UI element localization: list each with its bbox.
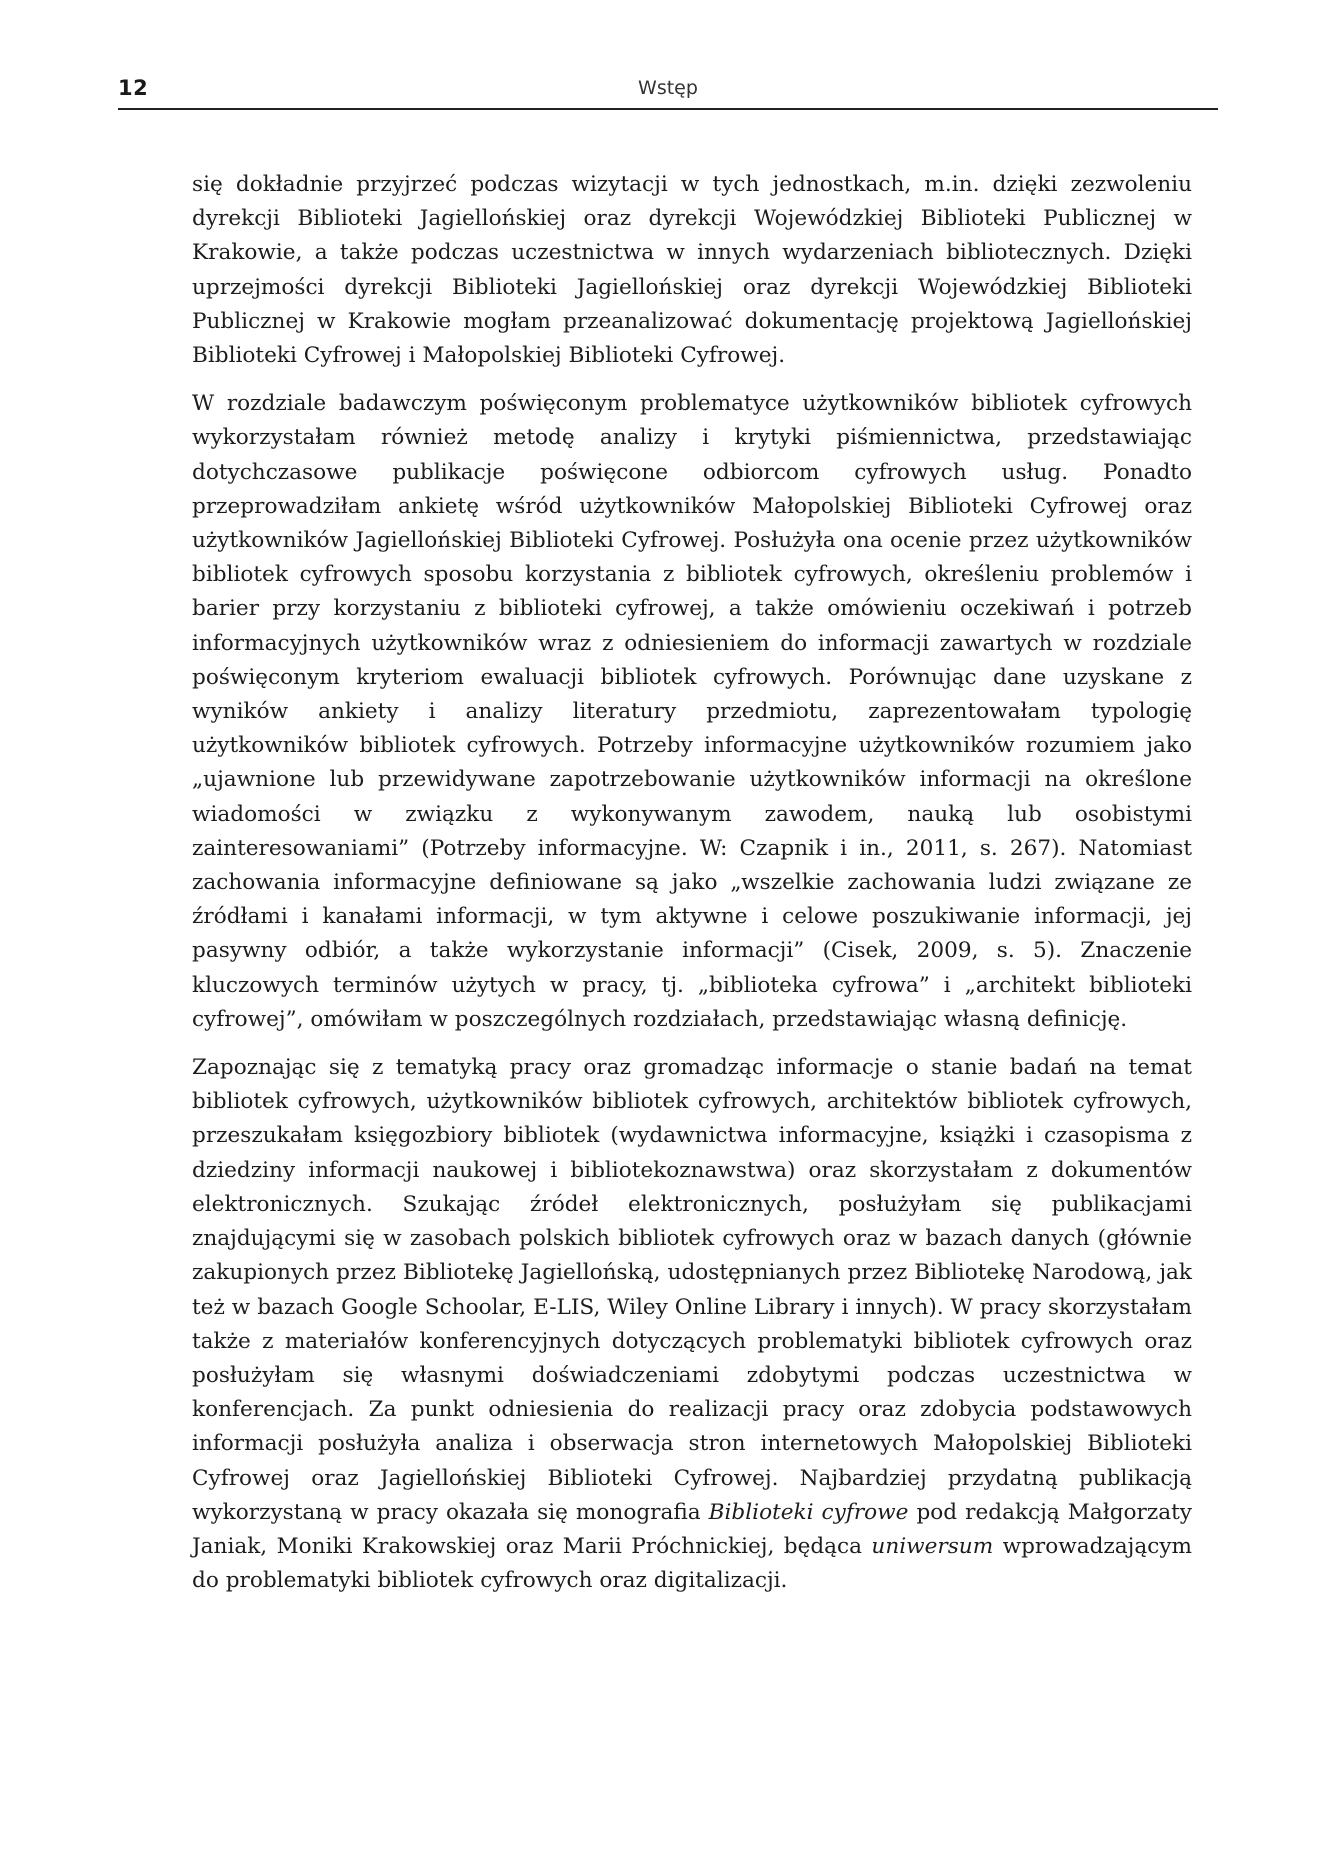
body-text — [192, 168, 1192, 1612]
paragraph-3 — [192, 1051, 1192, 1598]
page-number: 12 — [118, 76, 149, 100]
running-title: Wstęp — [638, 77, 698, 99]
book-title-italic: Biblioteki cyfrowe — [708, 1499, 909, 1525]
paragraph-3-text-middle: pod redakcją Małgorzaty Janiak, Moniki Krakowskiej oraz Marii Próchnickiej, będąca — [192, 1499, 1193, 1559]
paragraph-1: się dokładnie przyjrzeć podczas wizytacji w tych jednostkach, m.in. dzięki zezwoleniu dyrekcji Biblioteki Jagiellońskiej oraz dyrekcji Wojewódzkiej Biblioteki Publicznej w Krakowie, a także podczas uczestnictwa w innych wydarzeniach bibliotecznych. Dzięki uprzejmości dyrekcji Biblioteki Jagiellońskiej oraz dyrekcji Wojewódzkiej Biblioteki Publicznej w Krakowie mogłam przeanalizować dokumentację projektową Jagiellońskiej Biblioteki Cyfrowej i Małopolskiej Biblioteki Cyfrowej. — [192, 172, 1192, 369]
italic-term: uniwersum — [871, 1533, 994, 1559]
running-header — [118, 72, 1218, 110]
paragraph-3-text-start: Zapoznając się z tematyką pracy oraz gromadząc informacje o stanie badań na temat bibliotek cyfrowych, użytkowników bibliotek cyfrowych, architektów bibliotek cyfrowych, przeszukałam księgozbiory bibliotek (wydawnictwa informacyjne, książki i czasopisma z dziedziny informacji naukowej i bibliotekoznawstwa) oraz skorzystałam z dokumentów elektronicznych. Szukając źródeł elektronicznych, posłużyłam się publikacjami znajdującymi się w zasobach polskich bibliotek cyfrowych oraz w bazach danych (głównie zakupionych przez Bibliotekę Jagiellońską, udostępnianych przez Bibliotekę Narodową, jak też w bazach Google Schoolar, E-LIS, Wiley Online Library i innych). W pracy skorzystałam także z materiałów konferencyjnych dotyczących problematyki bibliotek cyfrowych oraz posłużyłam się własnymi doświadczeniami zdobytymi podczas uczestnictwa w konferencjach. Za punkt odniesienia do realizacji pracy oraz zdobycia podstawowych informacji posłużyła analiza i obserwacja stron internetowych Małopolskiej Biblioteki Cyfrowej oraz Jagiellońskiej Biblioteki Cyfrowej. Najbardziej przydatną publikacją wykorzystaną w pracy okazała się monografia — [192, 1055, 1192, 1525]
paragraph-2: W rozdziale badawczym poświęconym problematyce użytkowników bibliotek cyfrowych wykorzystałam również metodę analizy i krytyki piśmiennictwa, przedstawiając dotychczasowe publikacje poświęcone odbiorcom cyfrowych usług. Ponadto przeprowadziłam ankietę wśród użytkowników Małopolskiej Biblioteki Cyfrowej oraz użytkowników Jagiellońskiej Biblioteki Cyfrowej. Posłużyła ona ocenie przez użytkowników bibliotek cyfrowych sposobu korzystania z bibliotek cyfrowych, określeniu problemów i barier przy korzystaniu z biblioteki cyfrowej, a także omówieniu oczekiwań i potrzeb informacyjnych użytkowników wraz z odniesieniem do informacji zawartych w rozdziale poświęconym kryteriom ewaluacji bibliotek cyfrowych. Porównując dane uzyskane z wyników ankiety i analizy literatury przedmiotu, zaprezentowałam typologię użytkowników bibliotek cyfrowych. Potrzeby informacyjne użytkowników rozumiem jako „ujawnione lub przewidywane zapotrzebowanie użytkowników informacji na określone wiadomości w związku z wykonywanym zawodem, nauką lub osobistymi zainteresowaniami” (Potrzeby informacyjne. W: Czapnik i in., 2011, s. 267). Natomiast zachowania informacyjne definiowane są jako „wszelkie zachowania ludzi związane ze źródłami i kanałami informacji, w tym aktywne i celowe poszukiwanie informacji, jej pasywny odbiór, a także wykorzystanie informacji” (Cisek, 2009, s. 5). Znaczenie kluczowych terminów użytych w pracy, tj. „biblioteka cyfrowa” i „architekt biblioteki cyfrowej”, omówiłam w poszczególnych rozdziałach, przedstawiając własną definicję. — [192, 391, 1192, 1032]
paragraph-3-text-end: wprowadzającym do problematyki bibliotek cyfrowych oraz digitalizacji. — [192, 1533, 1193, 1594]
